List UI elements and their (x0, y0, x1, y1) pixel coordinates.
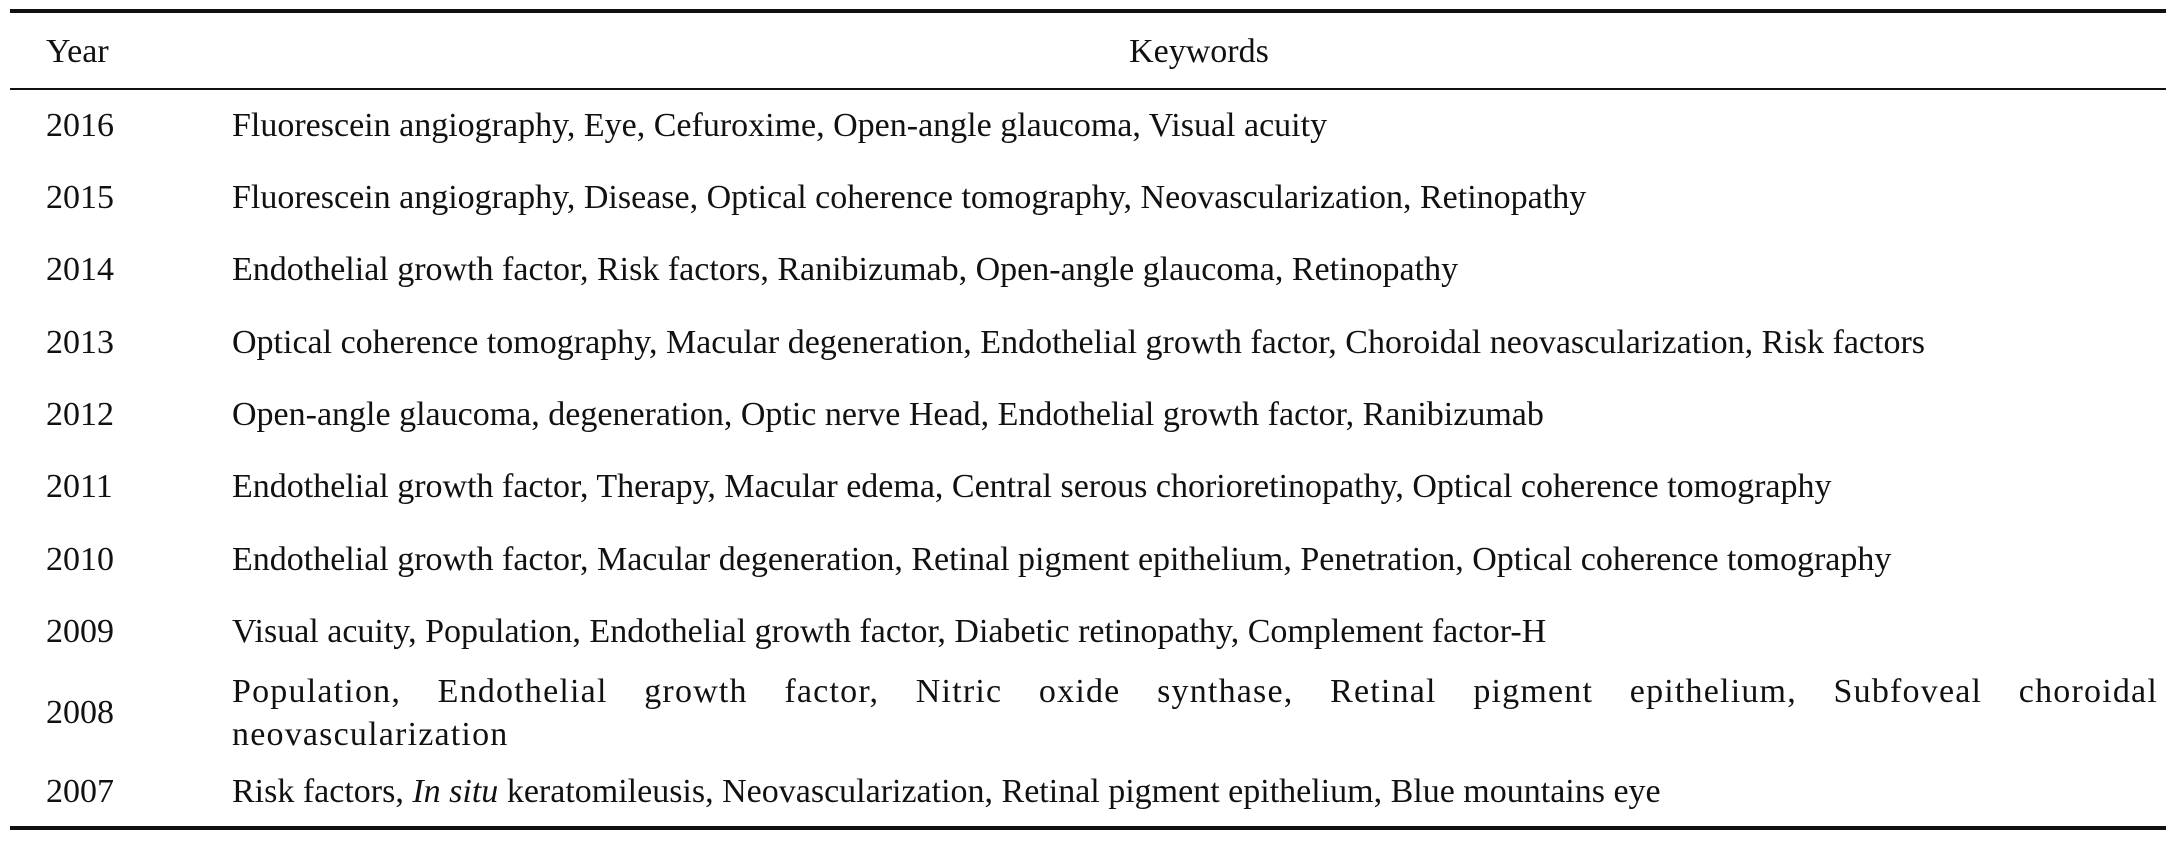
table-row (10, 306, 2166, 378)
table-row (10, 234, 2166, 306)
keywords-cell: Open-angle glaucoma, degeneration, Optic nerve Head, Endothelial growth factor, Ranibizumab (232, 396, 1544, 433)
keywords-cell: Endothelial growth factor, Risk factors, Ranibizumab, Open-angle glaucoma, Retinopathy (232, 251, 1459, 289)
keywords-cell: Endothelial growth factor, Macular degeneration, Retinal pigment epithelium, Penetration, Optical coherence tomography (232, 540, 1892, 578)
keywords-by-year-table (10, 9, 2166, 830)
year-cell: 2010 (46, 540, 114, 578)
table-row (10, 161, 2166, 233)
year-cell: 2014 (46, 251, 114, 289)
year-cell: 2012 (46, 396, 114, 433)
table-header (10, 11, 2166, 89)
table-row (10, 379, 2166, 451)
keywords-cell: Endothelial growth factor, Therapy, Macular edema, Central serous chorioretinopathy, Optical coherence tomography (232, 468, 1832, 506)
keywords-cell: Optical coherence tomography, Macular degeneration, Endothelial growth factor, Choroidal neovascularization, Risk factors (232, 323, 1925, 361)
keywords-cell: Fluorescein angiography, Disease, Optical coherence tomography, Neovascularization, Retinopathy (232, 178, 1587, 216)
year-cell: 2007 (46, 773, 114, 811)
year-cell: 2009 (46, 613, 114, 651)
year-cell: 2015 (46, 178, 114, 216)
keywords-italic-term: In situ (412, 773, 499, 811)
table-row (10, 89, 2166, 161)
table-row (10, 451, 2166, 523)
header-row (10, 11, 2166, 89)
table-row (10, 668, 2166, 758)
year-cell: 2016 (46, 106, 114, 144)
table-row (10, 523, 2166, 595)
keywords-cell (232, 758, 2166, 828)
keywords-cell: Visual acuity, Population, Endothelial growth factor, Diabetic retinopathy, Complement factor-H (232, 613, 1547, 651)
keywords-suffix: keratomileusis, Neovascularization, Retinal pigment epithelium, Blue mountains eye (498, 773, 1661, 811)
year-cell: 2008 (46, 694, 114, 732)
keywords-cell: Fluorescein angiography, Eye, Cefuroxime, Open-angle glaucoma, Visual acuity (232, 106, 1328, 144)
year-column-header: Year (46, 32, 109, 70)
year-cell: 2013 (46, 323, 114, 361)
keywords-column-header: Keywords (1129, 32, 1269, 70)
year-cell: 2011 (46, 468, 113, 506)
table-row (10, 758, 2166, 828)
table-row (10, 596, 2166, 668)
keywords-cell: Population, Endothelial growth factor, Nitric oxide synthase, Retinal pigment epithelium, Subfoveal choroidal neovascularization (232, 672, 2158, 754)
keywords-prefix: Risk factors, (232, 773, 413, 811)
table-body (10, 89, 2166, 828)
keywords-table-container (10, 9, 2166, 830)
